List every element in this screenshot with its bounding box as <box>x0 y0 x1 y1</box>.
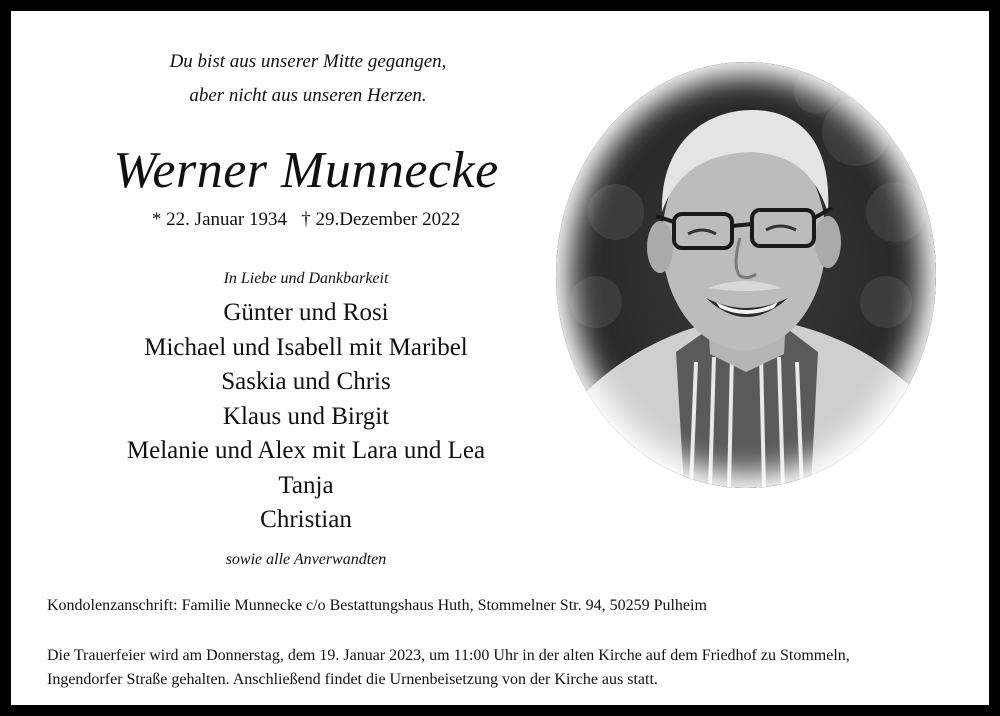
birth-date: * 22. Januar 1934 <box>151 209 288 230</box>
mourner-item: Christian <box>260 506 352 533</box>
memorial-verse <box>103 45 513 113</box>
mourner-item: Melanie und Alex mit Lara und Lea <box>126 437 486 464</box>
verse-line-1: Du bist aus unserer Mitte gegangen, <box>169 51 447 72</box>
portrait-vignette <box>556 62 936 488</box>
funeral-service-info <box>47 644 977 692</box>
service-line-2: Ingendorfer Straße gehalten. Anschließend findet die Urnenbeisetzung von der Kirche aus statt. <box>47 671 658 688</box>
mourner-item: Tanja <box>278 471 334 499</box>
mourner-item: Klaus und Birgit <box>222 402 390 430</box>
portrait-photo <box>556 62 936 488</box>
mourner-item: Michael und Isabell mit Maribel <box>144 333 468 361</box>
mourner-item: Saskia und Chris <box>221 368 391 395</box>
mourners-outro: sowie alle Anverwandten <box>225 551 387 568</box>
deceased-name: Werner Munnecke <box>113 142 499 199</box>
condolence-address: Kondolenzanschrift: Familie Munnecke c/o Bestattungshaus Huth, Stommelner Str. 94, 50259 Pulheim <box>47 597 707 614</box>
mourners-list <box>71 296 541 538</box>
mourner-item: Günter und Rosi <box>223 299 389 326</box>
service-line-1: Die Trauerfeier wird am Donnerstag, dem 19. Januar 2023, um 11:00 Uhr in der alten Kirche auf dem Friedhof zu Stommeln, <box>47 647 850 664</box>
verse-line-2: aber nicht aus unseren Herzen. <box>189 85 427 106</box>
death-date: † 29.Dezember 2022 <box>301 209 461 230</box>
life-dates <box>71 207 541 233</box>
mourners-intro: In Liebe und Dankbarkeit <box>223 270 389 287</box>
